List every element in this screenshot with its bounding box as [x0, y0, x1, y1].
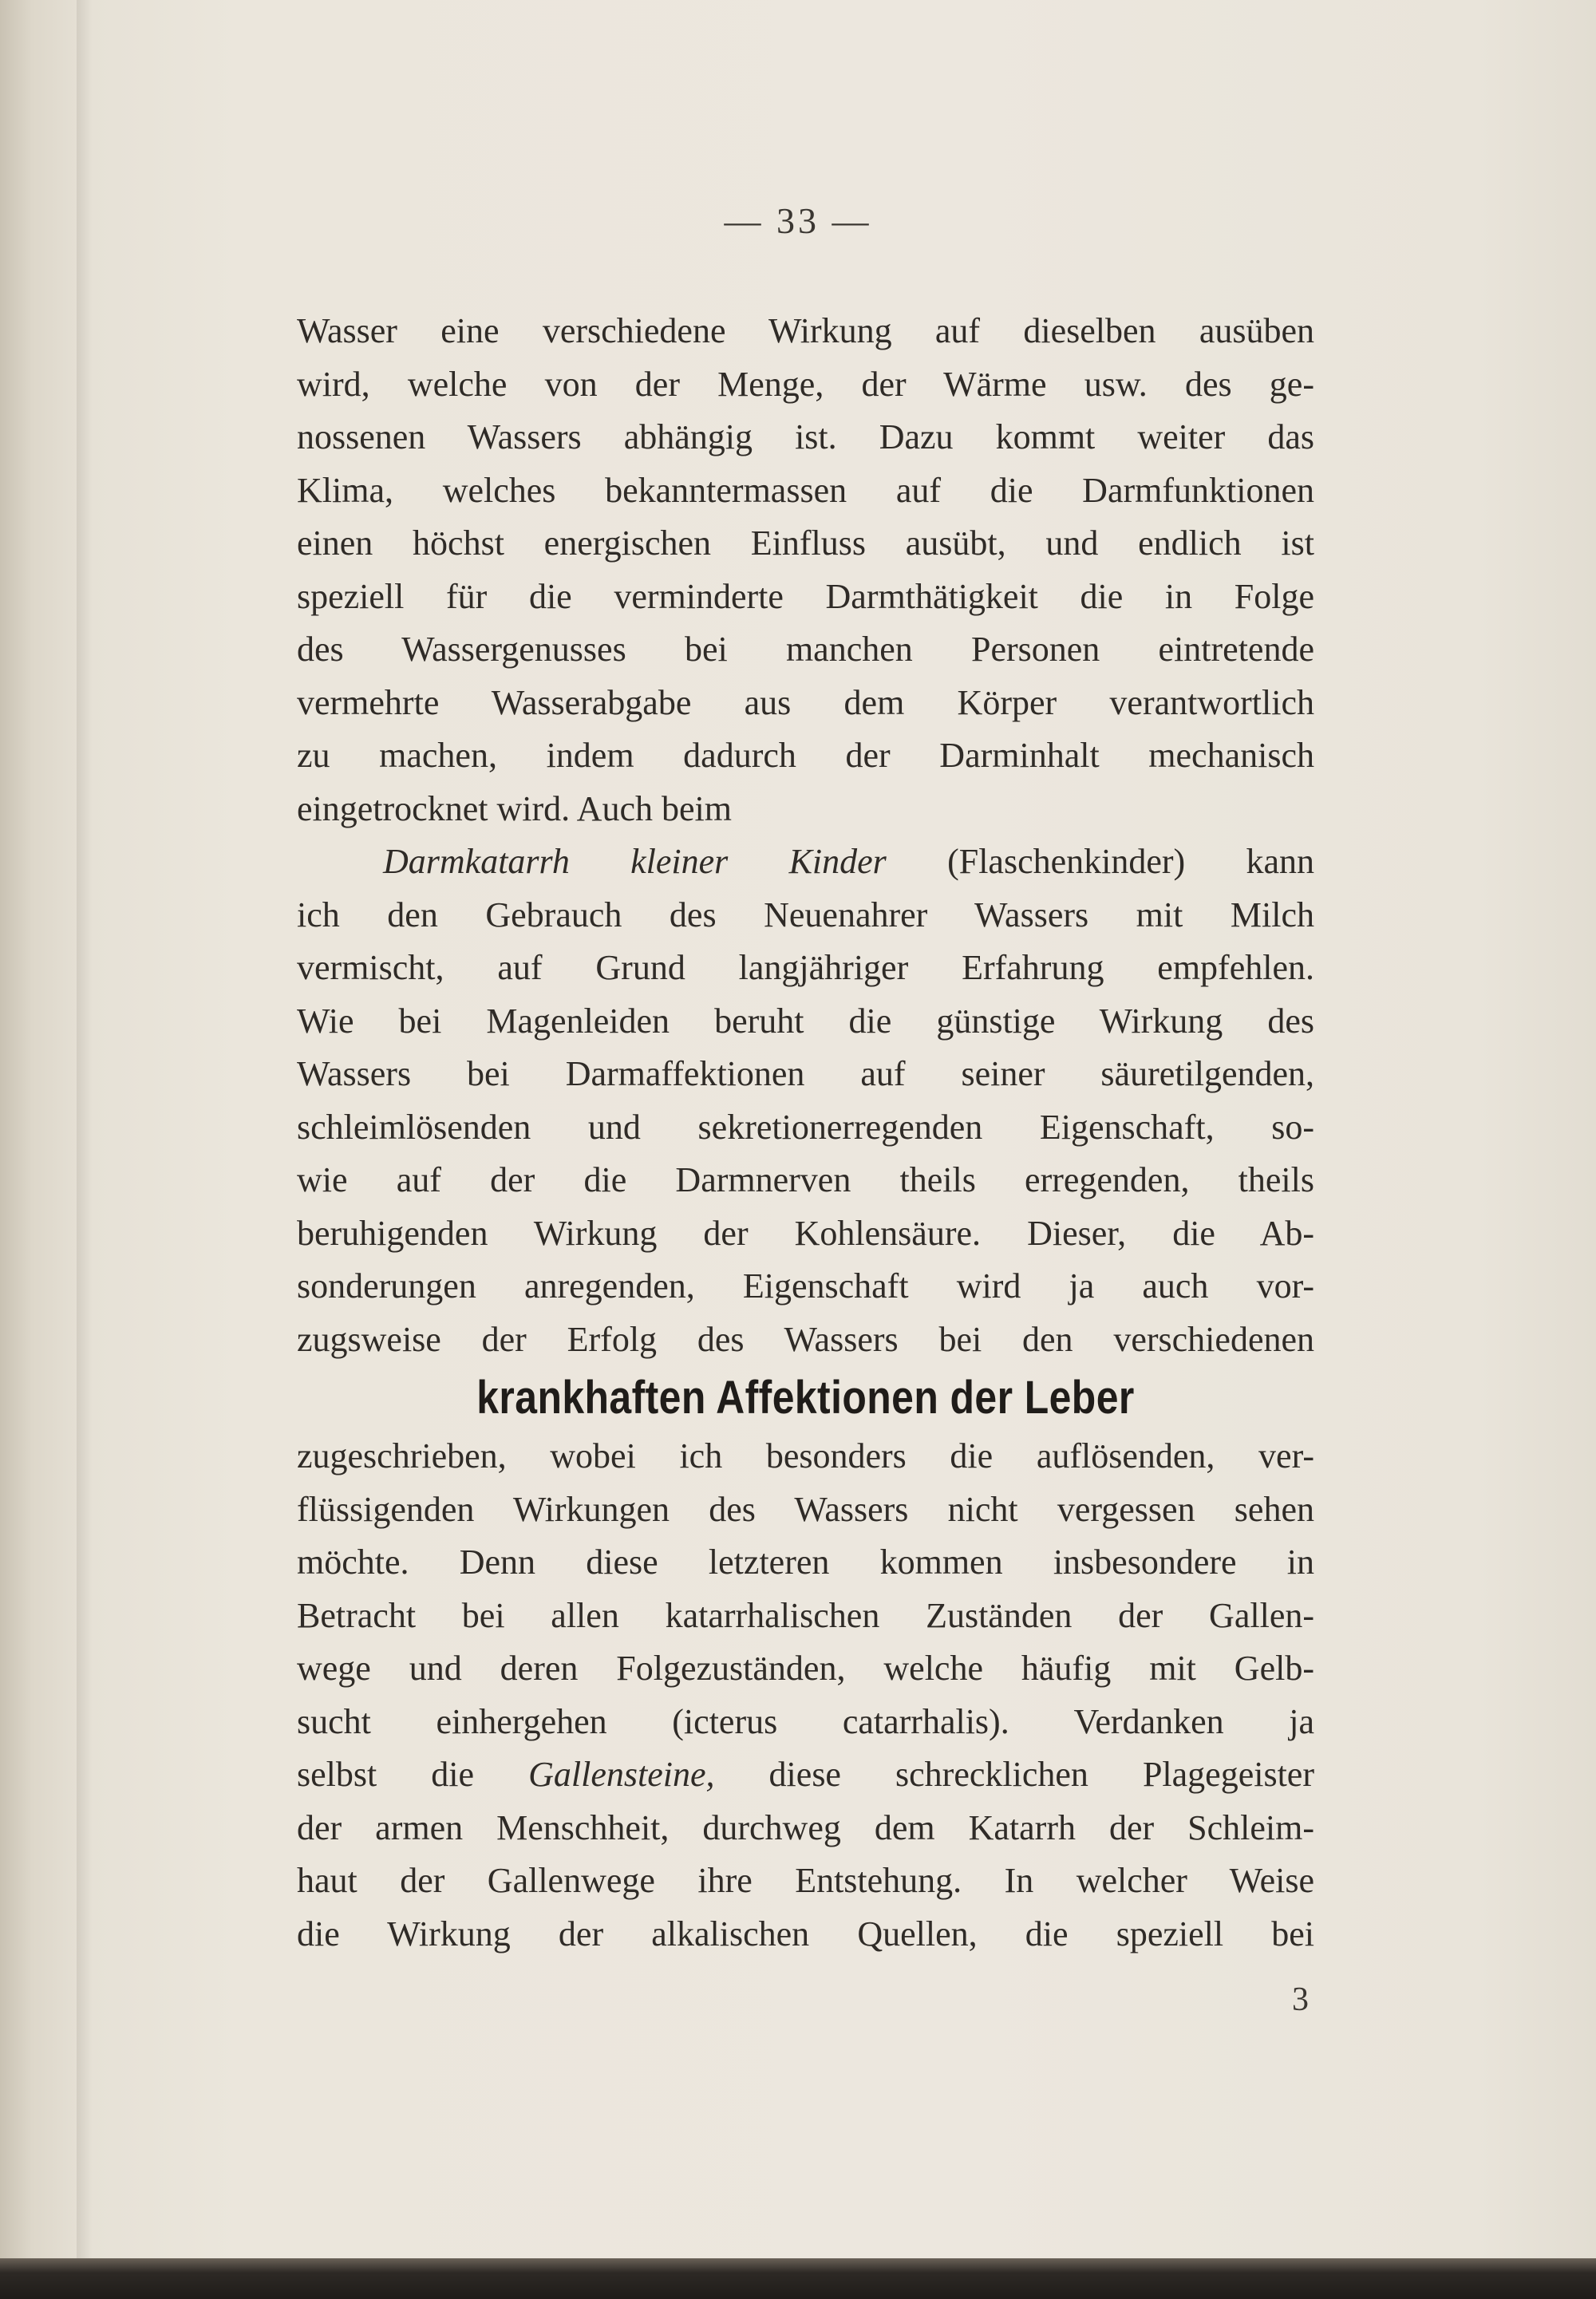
- text-line: der armen Menschheit, durchweg dem Katarrh der Schleim-: [297, 1807, 1314, 1847]
- text-line: wird, welche von der Menge, der Wärme usw. des ge-: [297, 364, 1314, 404]
- text-fragment: diese schrecklichen Plagegeister: [714, 1755, 1314, 1794]
- text-line: wege und deren Folgezuständen, welche häufig mit Gelb-: [297, 1649, 1314, 1688]
- text-line: beruhigenden Wirkung der Kohlensäure. Dieser, die Ab-: [297, 1213, 1314, 1253]
- text-line: zugeschrieben, wobei ich besonders die auflösenden, ver-: [297, 1436, 1314, 1475]
- text-line-gallensteine: [297, 1748, 1314, 1802]
- text-line: Wasser eine verschiedene Wirkung auf dieselben ausüben: [297, 311, 1314, 350]
- text-line: zu machen, indem dadurch der Darminhalt mechanisch: [297, 736, 1314, 775]
- page-bottom-edge: [0, 2258, 1596, 2299]
- text-line: die Wirkung der alkalischen Quellen, die speziell bei: [297, 1914, 1314, 1953]
- text-line: Klima, welches bekanntermassen auf die Darmfunktionen: [297, 470, 1314, 510]
- binding-shadow: [77, 0, 93, 2299]
- body-text: [297, 305, 1314, 1961]
- text-line: schleimlösenden und sekretionerregenden Eigenschaft, so-: [297, 1107, 1314, 1147]
- text-line: Betracht bei allen katarrhalischen Zuständen der Gallen-: [297, 1595, 1314, 1635]
- italic-term-darmkatarrh: Darmkatarrh kleiner Kinder: [383, 842, 887, 881]
- text-line: vermehrte Wasserabgabe aus dem Körper verantwortlich: [297, 682, 1314, 722]
- text-line: speziell für die verminderte Darmthätigkeit die in Folge: [297, 576, 1314, 616]
- page-number: — 33 —: [724, 200, 872, 241]
- text-line: nossenen Wassers abhängig ist. Dazu kommt weiter das: [297, 417, 1314, 456]
- text-line: möchte. Denn diese letzteren kommen insbesondere in: [297, 1543, 1314, 1582]
- text-line: haut der Gallenwege ihre Entstehung. In welcher Weise: [297, 1861, 1314, 1900]
- text-fragment: selbst die: [297, 1755, 529, 1794]
- text-line: sucht einhergehen (icterus catarrhalis). Verdanken ja: [297, 1701, 1314, 1741]
- text-line: zugsweise der Erfolg des Wassers bei den verschiedenen: [297, 1319, 1314, 1359]
- text-line: vermischt, auf Grund langjähriger Erfahrung empfehlen.: [297, 948, 1314, 987]
- signature-mark: 3: [1292, 1981, 1309, 2018]
- text-line: flüssigenden Wirkungen des Wassers nicht vergessen sehen: [297, 1489, 1314, 1529]
- italic-term-gallensteine: Gallensteine,: [528, 1755, 715, 1794]
- text-line: sonderungen anregenden, Eigenschaft wird ja auch vor-: [297, 1266, 1314, 1306]
- text-line: einen höchst energischen Einfluss ausübt, und endlich ist: [297, 523, 1314, 563]
- section-heading: krankhaften Affektionen der Leber: [476, 1372, 1135, 1424]
- text-line: Wassers bei Darmaffektionen auf seiner säuretilgenden,: [297, 1054, 1314, 1093]
- text-line-darmkatarrh: [297, 835, 1314, 889]
- text-line: wie auf der die Darmnerven theils erregenden, theils: [297, 1160, 1314, 1199]
- text-line: ich den Gebrauch des Neuenahrer Wassers mit Milch: [297, 895, 1314, 934]
- text-line: Wie bei Magenleiden beruht die günstige Wirkung des: [297, 1001, 1314, 1041]
- text-line: eingetrocknet wird. Auch beim: [297, 788, 732, 828]
- text-fragment: (Flaschenkinder) kann: [886, 842, 1314, 881]
- text-line: des Wassergenusses bei manchen Personen eintretende: [297, 630, 1314, 669]
